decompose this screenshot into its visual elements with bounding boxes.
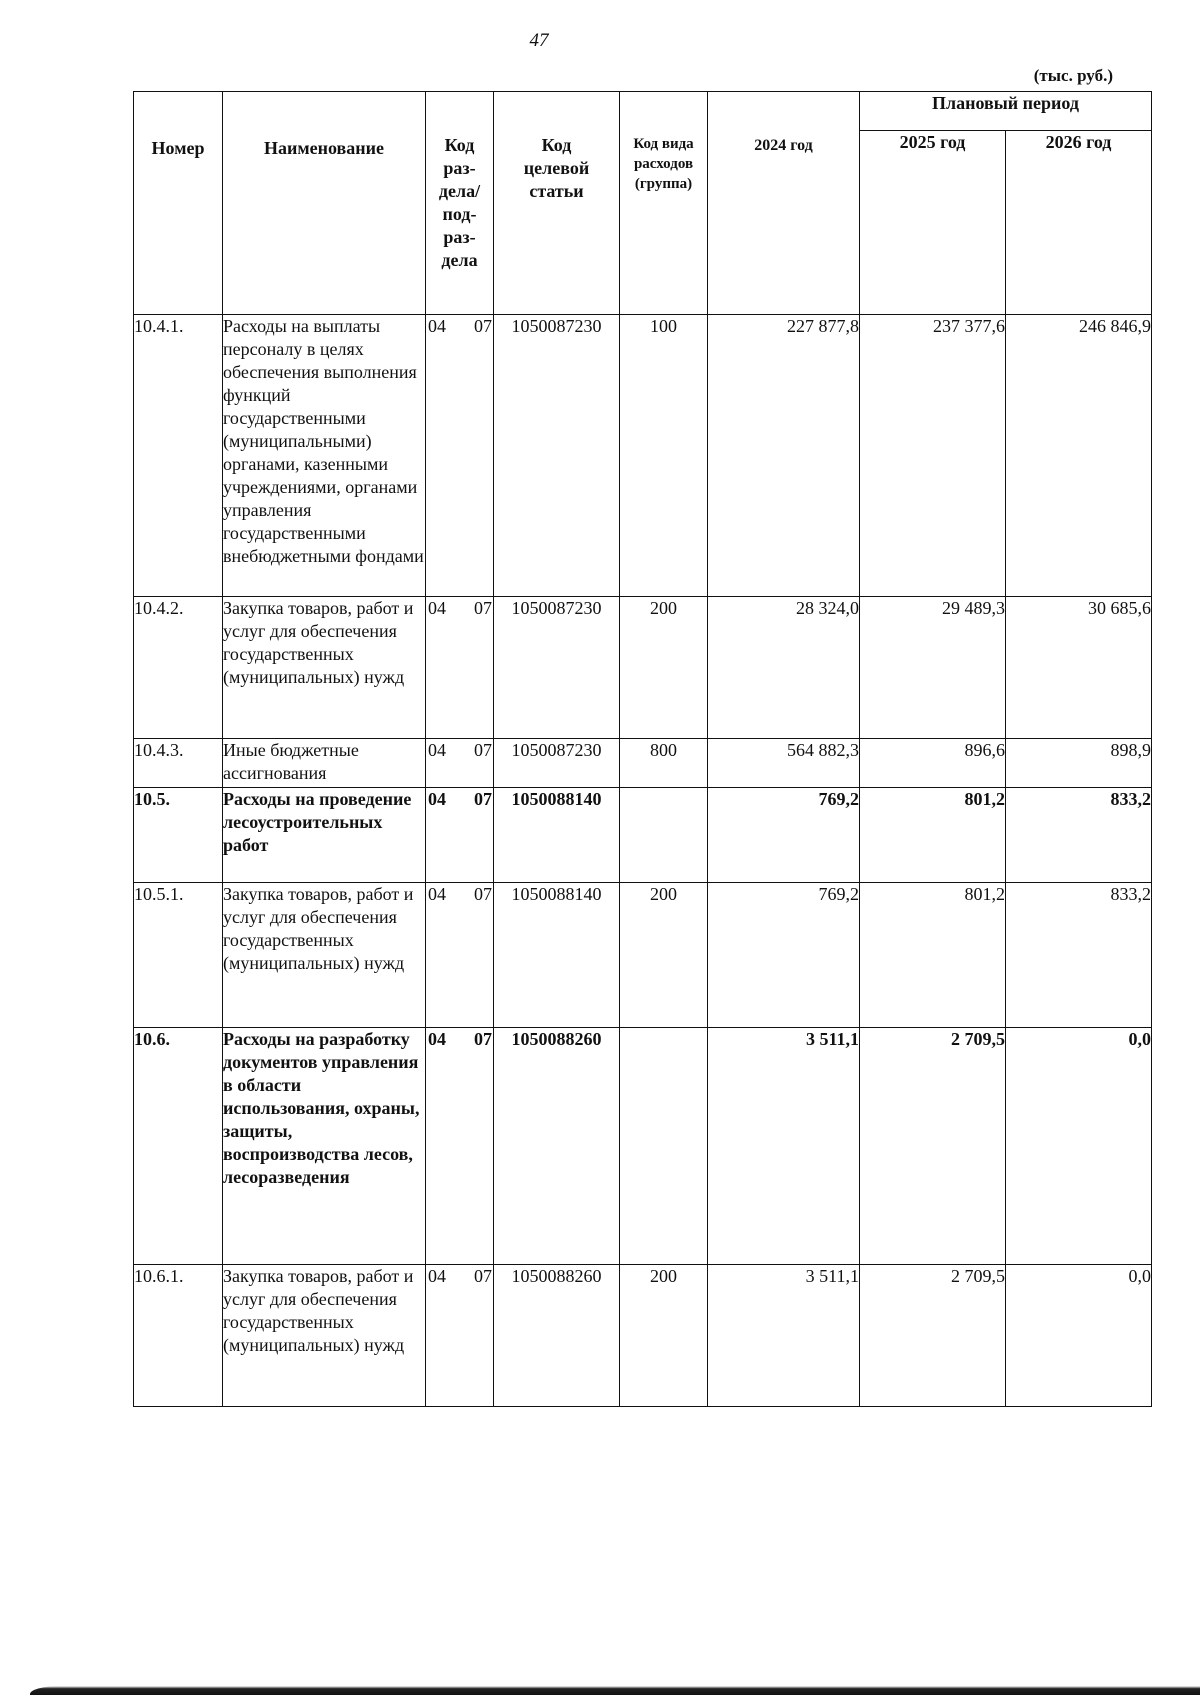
row-amount-2025: 896,6 xyxy=(860,739,1006,788)
row-number: 10.6.1. xyxy=(134,1265,223,1407)
row-expense-type: 100 xyxy=(620,315,708,597)
row-subsection: 07 xyxy=(474,789,492,809)
row-subsection: 07 xyxy=(474,884,492,904)
header-expense-type xyxy=(620,92,708,315)
row-expense-type: 200 xyxy=(620,883,708,1028)
row-amount-2025: 237 377,6 xyxy=(860,315,1006,597)
header-expense-type-line: Код вида xyxy=(633,136,694,152)
row-section: 04 xyxy=(428,884,446,904)
header-year-2025: 2025 год xyxy=(860,131,1006,315)
header-target-code xyxy=(494,92,620,315)
row-subsection: 07 xyxy=(474,598,492,618)
row-name: Иные бюджетные ассигнования xyxy=(223,739,426,788)
row-razdel xyxy=(426,1265,494,1407)
row-razdel xyxy=(426,883,494,1028)
row-section: 04 xyxy=(428,316,446,336)
row-section: 04 xyxy=(428,740,446,760)
header-expense-type-line: расходов xyxy=(633,156,694,172)
header-row xyxy=(134,92,1152,131)
row-amount-2025: 2 709,5 xyxy=(860,1028,1006,1265)
row-razdel xyxy=(426,597,494,739)
row-amount-2026: 833,2 xyxy=(1006,788,1152,883)
table-row xyxy=(134,315,1152,597)
row-amount-2026: 246 846,9 xyxy=(1006,315,1152,597)
row-expense-type xyxy=(620,1028,708,1265)
row-subsection: 07 xyxy=(474,1029,492,1049)
header-year-2026: 2026 год xyxy=(1006,131,1152,315)
scan-edge xyxy=(30,1686,1200,1695)
row-section: 04 xyxy=(428,1029,446,1049)
row-name: Закупка товаров, работ и услуг для обеспечения государственных (муниципальных) нужд xyxy=(223,597,426,739)
header-razdel-line: дела xyxy=(441,250,478,270)
header-planning-period: Плановый период xyxy=(860,92,1152,131)
page-number: 47 xyxy=(529,30,549,51)
row-amount-2026: 0,0 xyxy=(1006,1028,1152,1265)
row-number: 10.4.2. xyxy=(134,597,223,739)
header-razdel xyxy=(426,92,494,315)
header-number: Номер xyxy=(134,92,223,315)
row-subsection: 07 xyxy=(474,1266,492,1286)
table-row xyxy=(134,1265,1152,1407)
row-name: Расходы на выплаты персоналу в целях обеспечения выполнения функций государственными (муниципальными) органами, казенными учреждениями, органами управления государственными внебюджетными фондами xyxy=(223,315,426,597)
row-amount-2024: 769,2 xyxy=(708,788,860,883)
row-expense-type xyxy=(620,788,708,883)
table-row xyxy=(134,739,1152,788)
header-razdel-line: раз- xyxy=(443,158,476,178)
row-amount-2026: 898,9 xyxy=(1006,739,1152,788)
row-target-code: 1050088140 xyxy=(494,788,620,883)
row-amount-2025: 801,2 xyxy=(860,883,1006,1028)
table-row xyxy=(134,788,1152,883)
row-expense-type: 800 xyxy=(620,739,708,788)
row-amount-2025: 29 489,3 xyxy=(860,597,1006,739)
header-target-code-line: статьи xyxy=(529,181,584,201)
table-row xyxy=(134,883,1152,1028)
row-amount-2024: 3 511,1 xyxy=(708,1028,860,1265)
row-razdel xyxy=(426,1028,494,1265)
row-amount-2024: 28 324,0 xyxy=(708,597,860,739)
header-name: Наименование xyxy=(223,92,426,315)
header-razdel-line: Код xyxy=(444,135,475,155)
row-razdel xyxy=(426,788,494,883)
budget-table xyxy=(133,91,1152,1407)
header-target-code-line: Код xyxy=(541,135,572,155)
row-section: 04 xyxy=(428,598,446,618)
row-target-code: 1050087230 xyxy=(494,315,620,597)
row-number: 10.4.3. xyxy=(134,739,223,788)
header-razdel-line: дела/ xyxy=(438,181,481,201)
row-amount-2026: 833,2 xyxy=(1006,883,1152,1028)
row-number: 10.5.1. xyxy=(134,883,223,1028)
row-amount-2024: 564 882,3 xyxy=(708,739,860,788)
row-amount-2024: 3 511,1 xyxy=(708,1265,860,1407)
row-amount-2026: 0,0 xyxy=(1006,1265,1152,1407)
row-name: Расходы на проведение лесоустроительных работ xyxy=(223,788,426,883)
row-razdel xyxy=(426,739,494,788)
row-target-code: 1050087230 xyxy=(494,597,620,739)
row-target-code: 1050088260 xyxy=(494,1028,620,1265)
header-razdel-line: под- xyxy=(442,204,477,224)
row-subsection: 07 xyxy=(474,740,492,760)
row-amount-2025: 2 709,5 xyxy=(860,1265,1006,1407)
table-row xyxy=(134,1028,1152,1265)
row-section: 04 xyxy=(428,789,446,809)
header-expense-type-line: (группа) xyxy=(634,176,693,192)
row-section: 04 xyxy=(428,1266,446,1286)
row-number: 10.6. xyxy=(134,1028,223,1265)
row-razdel xyxy=(426,315,494,597)
row-target-code: 1050088140 xyxy=(494,883,620,1028)
row-expense-type: 200 xyxy=(620,1265,708,1407)
row-amount-2024: 227 877,8 xyxy=(708,315,860,597)
row-name: Закупка товаров, работ и услуг для обеспечения государственных (муниципальных) нужд xyxy=(223,883,426,1028)
row-amount-2024: 769,2 xyxy=(708,883,860,1028)
row-amount-2026: 30 685,6 xyxy=(1006,597,1152,739)
row-number: 10.4.1. xyxy=(134,315,223,597)
header-target-code-line: целевой xyxy=(523,158,590,178)
row-number: 10.5. xyxy=(134,788,223,883)
row-subsection: 07 xyxy=(474,316,492,336)
row-target-code: 1050088260 xyxy=(494,1265,620,1407)
header-razdel-line: раз- xyxy=(443,227,476,247)
units-label: (тыс. руб.) xyxy=(1033,66,1113,85)
row-name: Закупка товаров, работ и услуг для обеспечения государственных (муниципальных) нужд xyxy=(223,1265,426,1407)
row-expense-type: 200 xyxy=(620,597,708,739)
row-target-code: 1050087230 xyxy=(494,739,620,788)
table-row xyxy=(134,597,1152,739)
header-year-2024: 2024 год xyxy=(708,92,860,315)
row-name: Расходы на разработку документов управления в области использования, охраны, защиты, воспроизводства лесов, лесоразведения xyxy=(223,1028,426,1265)
row-amount-2025: 801,2 xyxy=(860,788,1006,883)
table-body xyxy=(134,315,1152,1407)
